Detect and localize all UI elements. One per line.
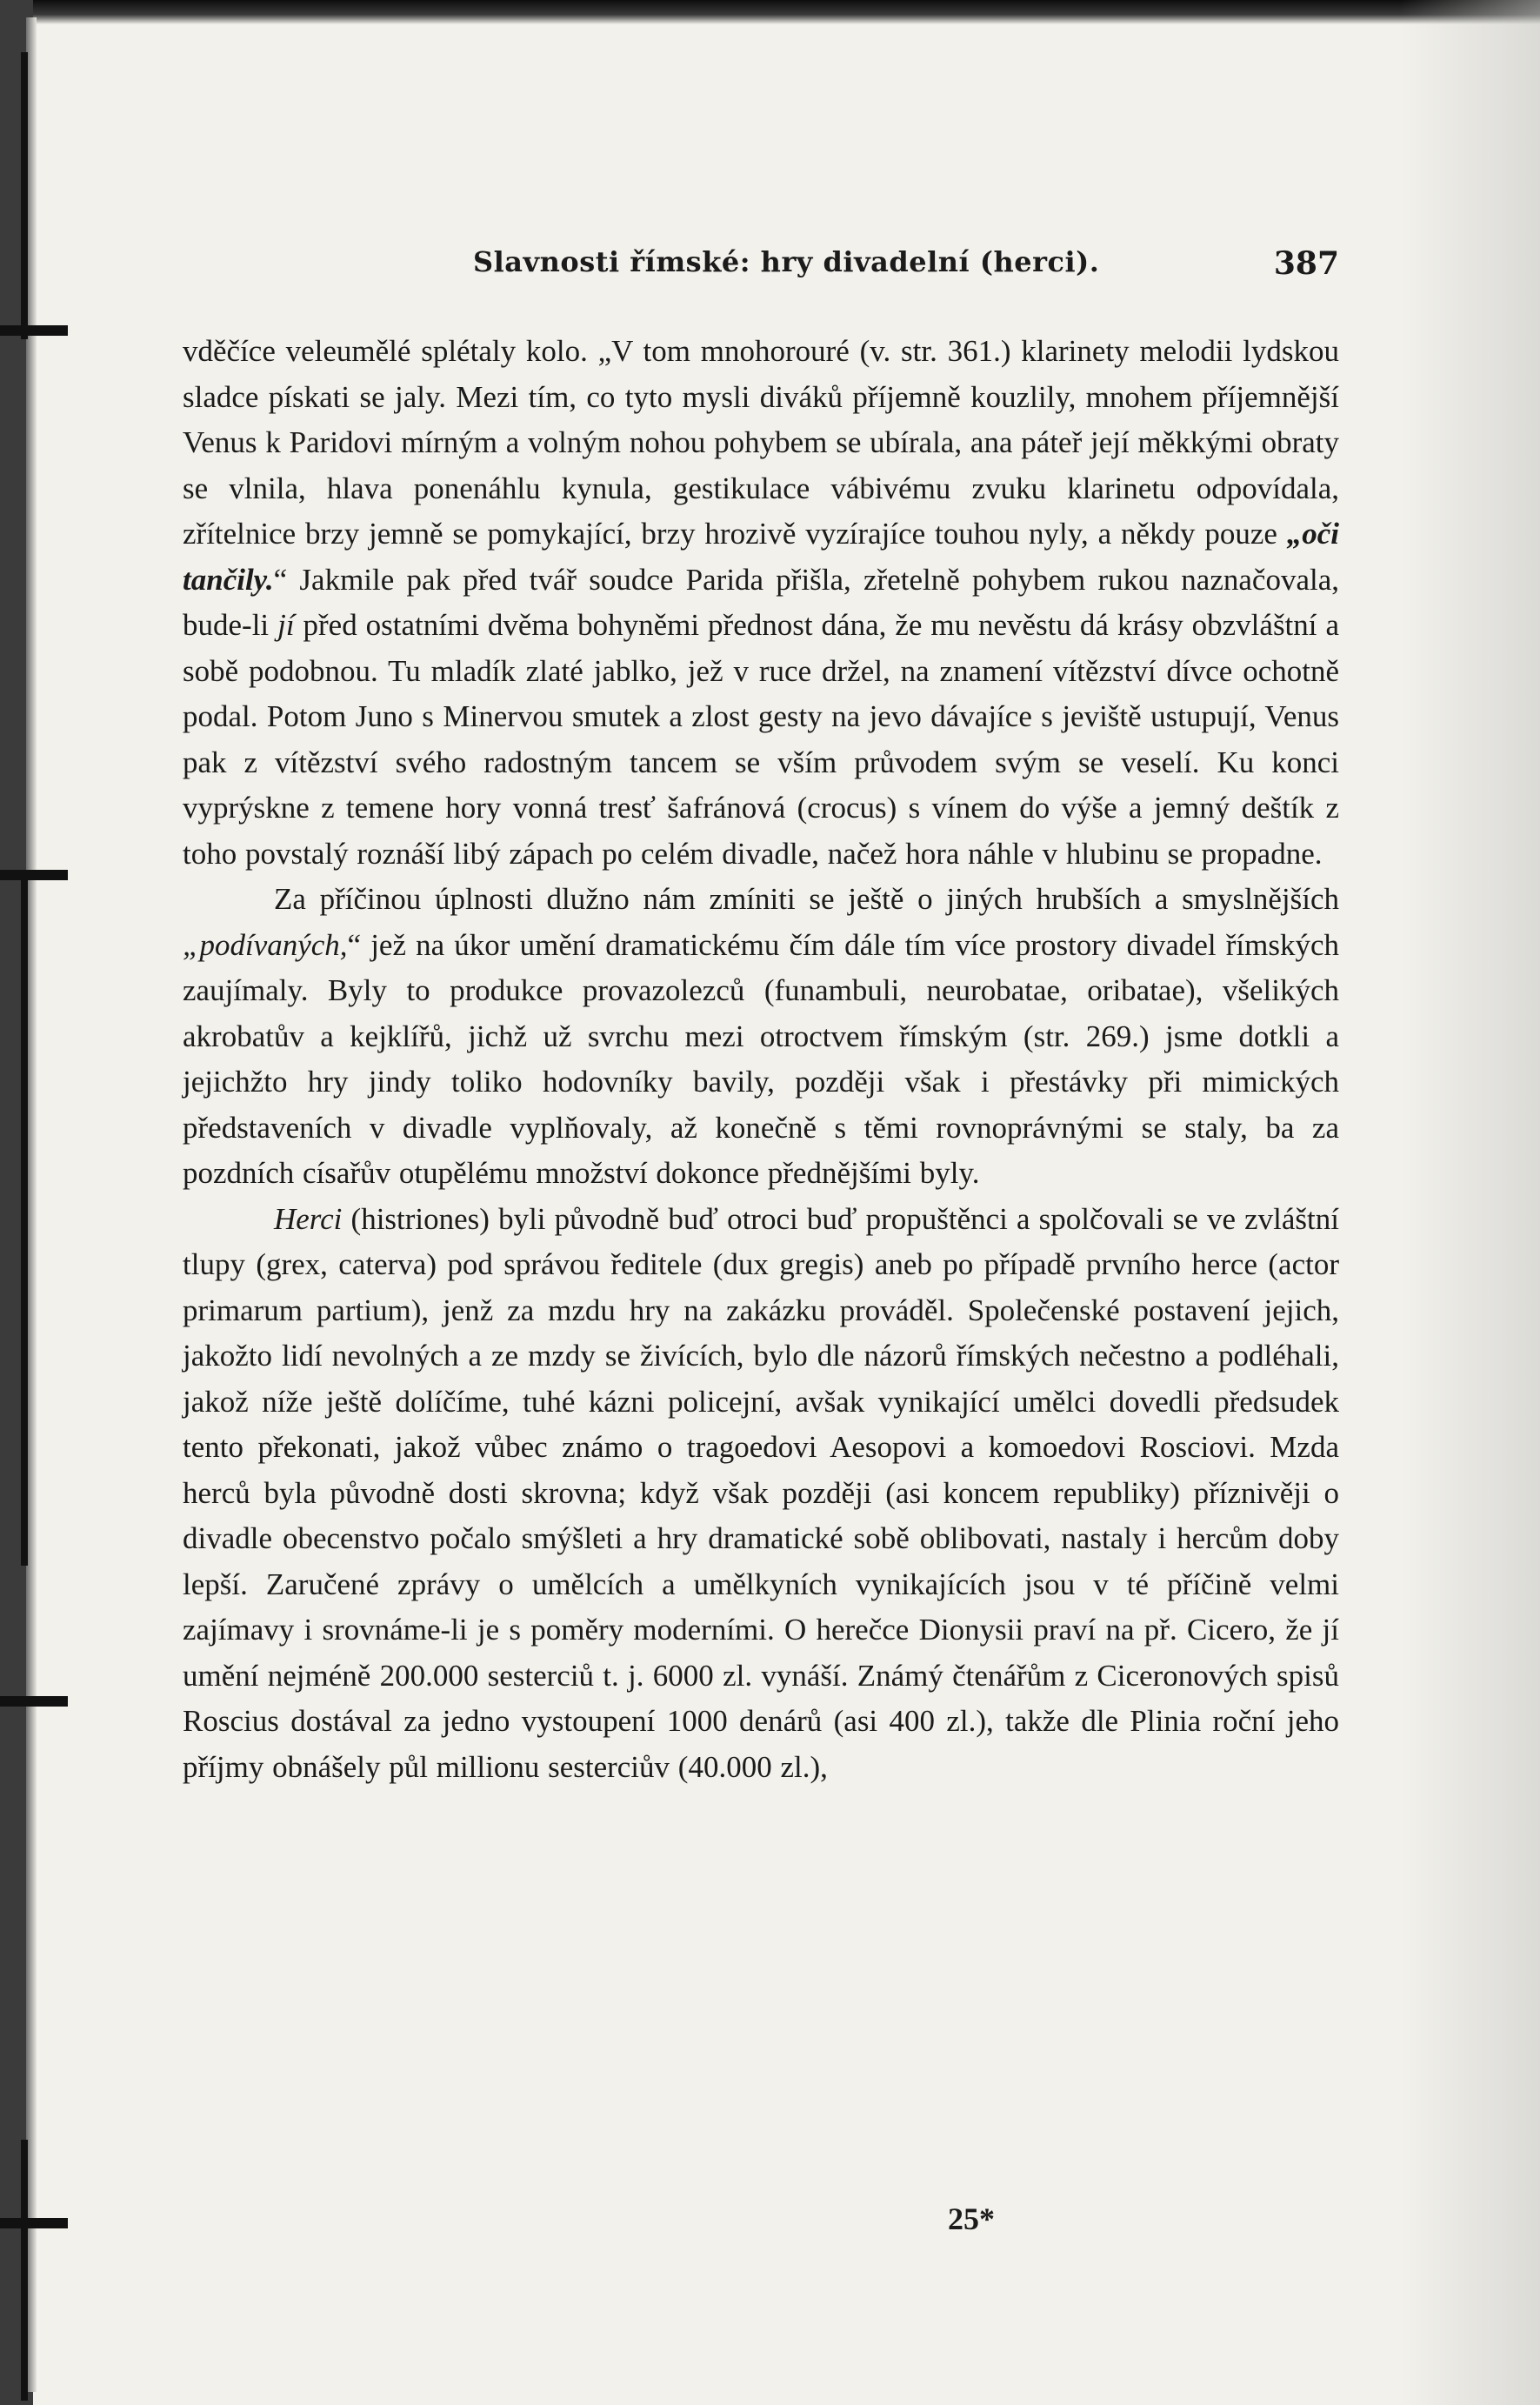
text-run: Herci bbox=[274, 1201, 343, 1236]
binding-line bbox=[21, 870, 28, 1566]
running-header bbox=[183, 235, 1339, 287]
text-run: před ostatními dvěma bohyněmi přednost dána, že mu nevěstu dá krásy obzvláštní a sobě podobnou. Tu mladík zlaté jablko, jež v ruce držel, na znamení vítězství dívce ochotně podal. Potom Juno s Minervou smutek a zlost gesty na jevo dávajíce s jeviště ustupují, Venus pak z vítězství svého radostným tancem se vším průvodem svým se veselí. Ku konci vyprýskne z temene hory vonná tresť šafránová (crocus) s vínem do výše a jemný deštík z toho povstalý roznáší libý zápach po celém divadle, načež hora náhle v hlubinu se propadne. bbox=[183, 608, 1339, 871]
text-run: jí bbox=[277, 608, 295, 642]
text-run: “ Jakmile pak před tvář soudce Parida přišla, zřetelně pohybem rukou naznačovala, bude-li bbox=[183, 562, 1339, 642]
text-run: „podívaných, bbox=[183, 927, 348, 962]
text-run: (histriones) byli původně buď otroci buď propuštěnci a spolčovali se ve zvláštní tlupy (grex, caterva) pod správou ředitele (dux gregis) aneb po případě prvního herce (actor primarum partium), jenž za mzdu hry na zakázku prováděl. Společenské postavení jejich, jakožto lidí nevolných a ze mzdy se živících, bylo dle názorů římských nečestno a podléhali, jakož níže ještě dolíčíme, tuhé kázni policejní, avšak vynikající umělci dovedli předsudek tento překonati, jakož vůbec známo o tragoedovi Aesopovi a komoedovi Rosciovi. Mzda herců byla původně dosti skrovna; když však později (asi koncem republiky) příznivěji o divadle obecenstvo počalo smýšleti a hry dramatické sobě oblibovati, nastaly i hercům doby lepší. Zaručené zprávy o umělcích a umělkyních vynikajících jsou v té příčině velmi zajímavy i srovnáme-li je s poměry moderními. O herečce Dionysii praví na př. Cicero, že jí umění nejméně 200.000 sesterciů t. j. 6000 zl. vynáší. Známý čtenářům z Ciceronových spisů Roscius dostával za jedno vystoupení 1000 denárů (asi 400 zl.), takže dle Plinia roční jeho příjmy obnášely půl millionu sesterciův (40.000 zl.), bbox=[183, 1201, 1339, 1784]
binding-mark bbox=[0, 1696, 68, 1707]
paragraph-p3 bbox=[183, 1197, 1339, 1791]
scan-shadow-right bbox=[1401, 0, 1540, 2405]
running-title: Slavnosti římské: hry divadelní (herci). bbox=[473, 245, 1100, 278]
book-page bbox=[183, 235, 1339, 1790]
page-number: 387 bbox=[1273, 245, 1339, 282]
binding-line bbox=[21, 52, 28, 339]
binding-mark bbox=[0, 2218, 68, 2228]
text-run: “ jež na úkor umění dramatickému čím dále tím více prostory divadel římských zaujímaly. Byly to produkce provazolezců (funambuli, neurobatae, oribatae), všelikých akrobatův a kejklířů, jichž už svrchu mezi otroctvem římským (str. 269.) jsme dotkli a jejichžto hry jindy toliko hodovníky bavily, později však i přestávky při mimických představeních v divadle vyplňovaly, až konečně s těmi rovnoprávnými se staly, ba za pozdních císařův otupělému množství dokonce přednějšími byly. bbox=[183, 927, 1339, 1190]
paragraph-p1 bbox=[183, 329, 1339, 877]
binding-line bbox=[21, 2140, 28, 2401]
binding-mark bbox=[0, 870, 68, 880]
scan-edge-top bbox=[0, 0, 1540, 24]
text-run: „oči tančily. bbox=[183, 517, 1339, 597]
paragraph-p2 bbox=[183, 877, 1339, 1197]
printer-signature-mark: 25* bbox=[948, 2201, 995, 2236]
text-run: vděčíce veleumělé splétaly kolo. „V tom mnohorouré (v. str. 361.) klarinety melodii lydskou sladce pískati se jaly. Mezi tím, co tyto mysli diváků příjemně kouzlily, mnohem příjemnější Venus k Paridovi mírným a volným nohou pohybem se ubírala, ana páteř její měkkými obraty se vlnila, hlava ponenáhlu kynula, gestikulace vábivému zvuku klarinetu odpovídala, zřítelnice brzy jemně se pomykající, brzy hrozivě vyzírajíce touhou nyly, a někdy pouze bbox=[183, 334, 1339, 551]
binding-mark bbox=[0, 325, 68, 336]
text-run: Za příčinou úplnosti dlužno nám zmíniti se ještě o jiných hrubších a smyslnějších bbox=[274, 882, 1339, 916]
body-text bbox=[183, 329, 1339, 1790]
